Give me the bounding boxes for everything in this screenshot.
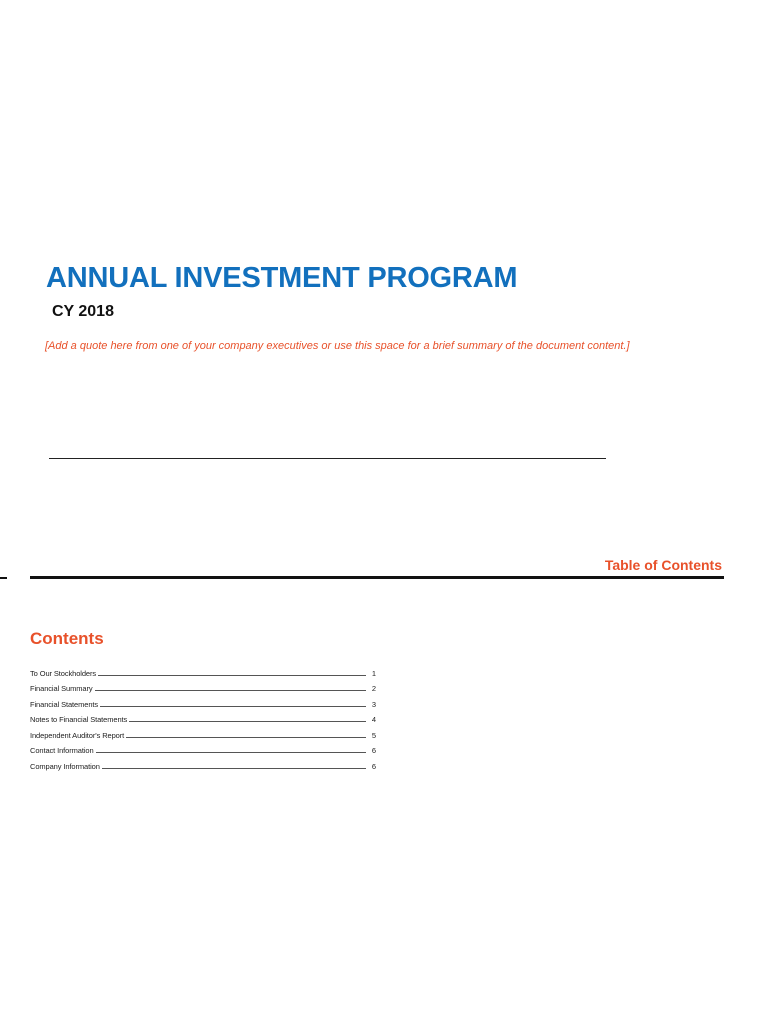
quote-placeholder: [Add a quote here from one of your company executives or use this space for a brief summary of the document content.] (45, 340, 630, 352)
toc-entry-label: Company Information (30, 761, 100, 771)
toc-entry[interactable] (30, 678, 376, 694)
toc-entry-page: 6 (371, 761, 376, 771)
toc-entry-label: To Our Stockholders (30, 668, 97, 678)
edge-mark (0, 577, 7, 579)
toc-entry[interactable] (30, 662, 376, 678)
toc-entry[interactable] (30, 724, 376, 740)
toc-entry[interactable] (30, 709, 376, 725)
toc-entry-page: 4 (371, 715, 376, 724)
toc-entry[interactable] (30, 740, 376, 756)
toc-leader-line (96, 752, 366, 753)
toc-leader-line (98, 675, 366, 676)
toc-header-label: Table of Contents (604, 557, 722, 573)
toc-leader-line (95, 690, 367, 691)
title-divider (49, 458, 606, 459)
contents-heading: Contents (30, 629, 104, 648)
toc-entry-label: Contact Information (30, 746, 94, 755)
toc-leader-line (126, 737, 366, 738)
toc-entry-page: 5 (371, 730, 376, 740)
toc-leader-line (129, 721, 366, 722)
toc-entry-page: 6 (371, 746, 376, 755)
toc-entry-label: Independent Auditor's Report (30, 730, 125, 740)
toc-entry-page: 3 (371, 699, 376, 709)
toc-leader-line (102, 768, 366, 769)
toc-entry-label: Financial Statements (30, 699, 99, 709)
toc-divider (30, 576, 724, 579)
toc-list (30, 662, 376, 771)
toc-entry[interactable] (30, 693, 376, 709)
toc-entry[interactable] (30, 755, 376, 771)
toc-entry-page: 2 (371, 684, 376, 693)
document-subtitle: CY 2018 (52, 303, 114, 320)
toc-leader-line (100, 706, 366, 707)
toc-entry-label: Financial Summary (30, 684, 93, 693)
document-title: ANNUAL INVESTMENT PROGRAM (46, 262, 518, 294)
toc-entry-page: 1 (371, 668, 376, 678)
toc-entry-label: Notes to Financial Statements (30, 715, 128, 724)
